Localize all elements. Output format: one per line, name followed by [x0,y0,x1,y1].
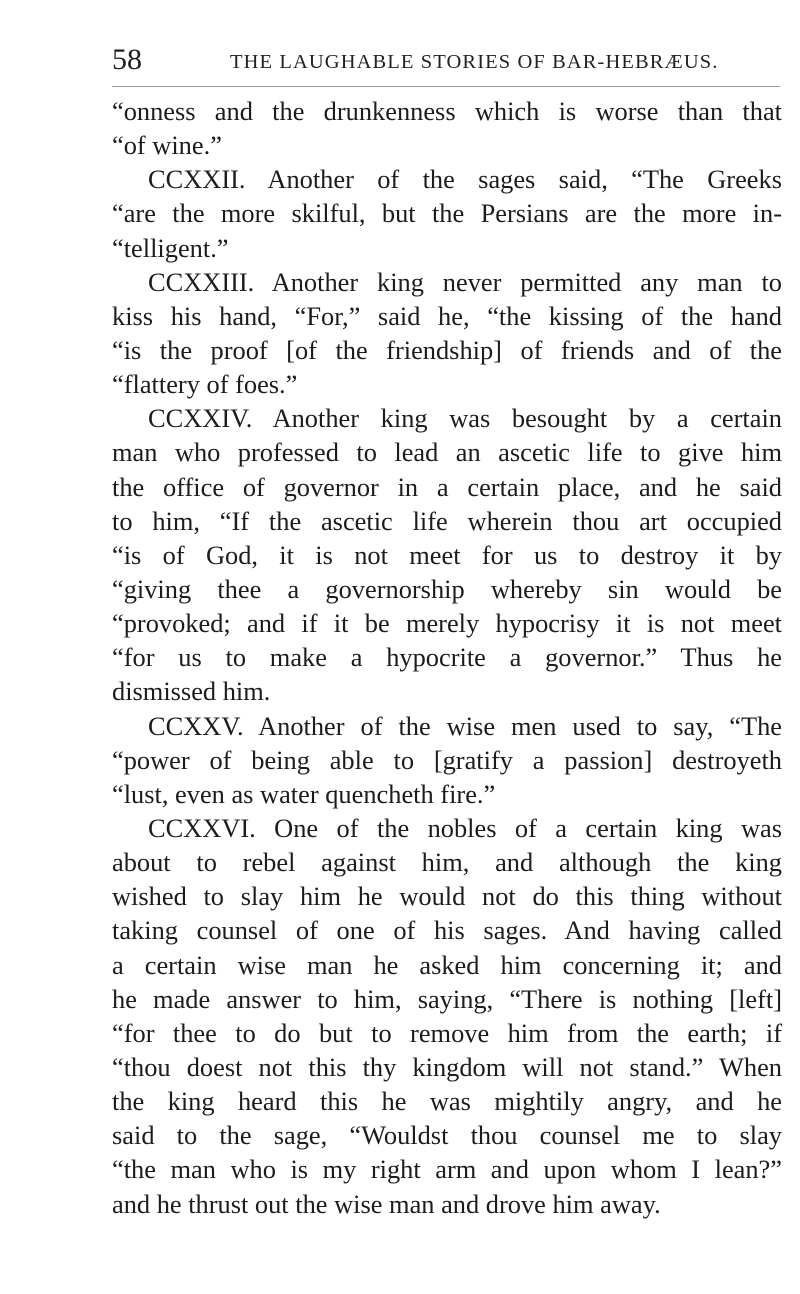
text-line: he made answer to him, saying, “There is nothing [left] [112,983,782,1014]
text-line: “the man who is my right arm and upon whom I lean?” [112,1154,782,1185]
text-line: said to the sage, “Wouldst thou counsel me to slay [112,1120,782,1151]
text-line: CCXXV. Another of the wise men used to say, “The [148,710,782,741]
text-line: man who professed to lead an ascetic life to give him [112,437,782,468]
text-line: to him, “If the ascetic life wherein thou art occupied [112,505,782,536]
text-line: “flattery of foes.” [112,369,298,400]
text-line: the king heard this he was mightily angry, and he [112,1086,782,1117]
text-line: “is of God, it is not meet for us to destroy it by [112,539,782,570]
running-title: THE LAUGHABLE STORIES OF BAR-HEBRÆUS. [230,51,719,73]
text-line: “is the proof [of the friendship] of friends and of the [112,334,782,365]
text-line: about to rebel against him, and although the king [112,847,782,878]
text-line: “power of being able to [gratify a passion] destroyeth [112,744,782,775]
text-line: CCXXIII. Another king never permitted any man to [148,266,782,297]
text-line: taking counsel of one of his sages. And having called [112,915,782,946]
text-line: CCXXII. Another of the sages said, “The Greeks [148,164,782,195]
text-line: a certain wise man he asked him concerning it; and [112,949,782,980]
text-line: CCXXVI. One of the nobles of a certain king was [148,812,782,843]
text-line: “are the more skilful, but the Persians are the more in- [112,198,782,229]
text-line: “giving thee a governorship whereby sin would be [112,573,782,604]
text-line: and he thrust out the wise man and drove him away. [112,1188,661,1219]
text-line: kiss his hand, “For,” said he, “the kissing of the hand [112,300,782,331]
text-line: the office of governor in a certain place, and he said [112,471,782,502]
body-text [112,94,782,1221]
text-line: “thou doest not this thy kingdom will not stand.” When [112,1051,782,1082]
text-line: “telligent.” [112,232,229,263]
text-line: “lust, even as water quencheth fire.” [112,778,496,809]
text-line: CCXXIV. Another king was besought by a certain [148,403,782,434]
text-line: “for thee to do but to remove him from the earth; if [112,1017,782,1048]
text-line: wished to slay him he would not do this thing without [112,881,782,912]
text-line: “onness and the drunkenness which is worse than that [112,96,782,126]
text-line: “provoked; and if it be merely hypocrisy it is not meet [112,608,782,639]
header-rule [112,86,780,87]
page-number: 58 [112,43,142,76]
text-line: dismissed him. [112,676,271,707]
text-line: “for us to make a hypocrite a governor.” Thus he [112,642,782,673]
page-header [112,40,782,80]
text-line: “of wine.” [112,130,222,161]
